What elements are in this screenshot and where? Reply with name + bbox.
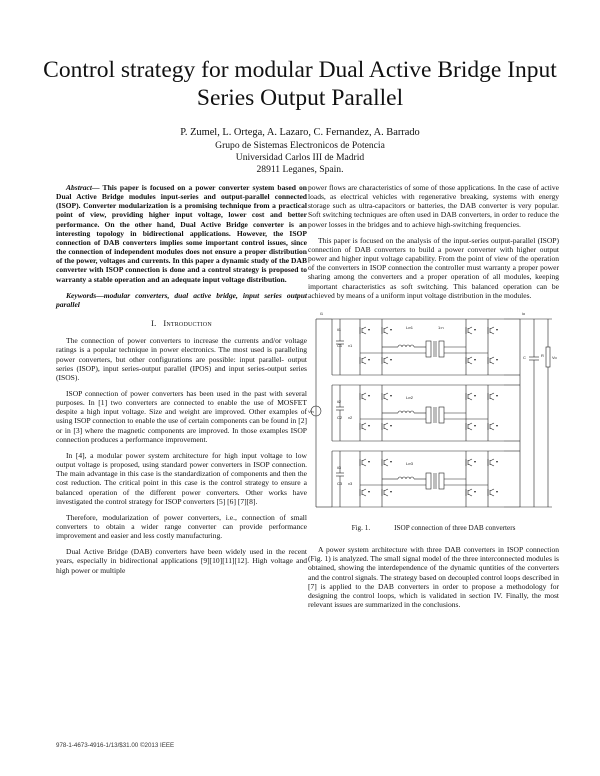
section-heading [56,319,307,328]
right-column [308,183,559,616]
ratio-label: 1:n [438,324,444,330]
ii2-label: ii2 [337,398,342,404]
paragraph: A power system architecture with three DAB converters in ISOP connection (Fig. 1) is analyzed. The small signal model of the three interconnected modules is obtained, showing the interdependence of the dynamic quntities of the converters and the control signals. The strategy based on decoupled control loops described in [7] is applied to the DAB converters in order to propose a methodology for designing the control loops, which is validated in section IV. Finally, the most relevant issues are summarized in the conclusions. [308,545,559,609]
figure-caption [308,524,559,533]
paragraph: This paper is focused on the analysis of the input-series output-parallel (ISOP) connection of DAB converters to build a power converter with higher output power and higher input voltage capability. From the point of view of the operation of the converters in ISOP connection the controller must warranty a proper power sharing among the converters and a proper operation of all modules, keeping important characteristics as soft switching. This balanced operation can be achieved by means of a uniform input voltage distribution in the modules. [308,235,559,300]
affiliation: Grupo de Sistemas Electronicos de Potencia [215,140,385,151]
io-label: io [522,310,526,316]
paragraph: ISOP connection of power converters has been used in the past with several purposes. In [1] two converters are connected to enable the use of MOSFET despite a high input voltage. Size and weight are improved. Other examples of using ISOP connection to enable the use of certain components can be found in [2] or in [3] where the magnetic components are improved. In those examples ISOP connection produces a performance improvement. [56,388,307,444]
ii3-label: ii3 [337,464,342,470]
section-number: I. [151,319,157,329]
paragraph: power flows are characteristics of some of those applications. In the case of active loads, as electrical vehicles with regenerative breaking, systems with energy storage such as ultra-capacitors or batteries, the DAB converter is very popular. Soft switching techniques are often used in DAB converters, in order to reduce the power losses in the bridges and to achieve high-switching frequencies. [308,183,559,229]
c1-label: C1 [337,342,343,348]
c-label: C [523,354,526,360]
abstract-text: — This paper is focused on a power converter system based on Dual Active Bridge modules input-series and output-parallel connected (ISOP). Converter modularization is a promising technique from a practical point of view, providing higher input voltage, lower cost and better performance. On the other hand, Dual Active Bridge converter is an interesting topology in bidirectional applications. However, the ISOP connection of DAB converters implies some important control issues, since the connection of independent modules does not ensure a proper distribution of the power, voltages and currents. In this paper a dynamic study of the DAB converter with ISOP connection is done and a control strategy is proposed to warranty a stable operation and an adequate input voltage distribution. [56,183,307,284]
figure-circuit [308,307,559,521]
paragraph: The connection of power converters to increase the currents and/or voltage ratings is a popular technique in power electronics. The most used is paralleling power converters, but other configurations are possible: input parallel- output series (ISOP), input series-output parallel (IPOS) and input series-output series (ISOS). [56,336,307,382]
i1-label: i1 [320,310,324,316]
c3-label: C3 [337,480,343,486]
figure-caption-text: ISOP connection of three DAB converters [394,523,516,532]
r-label: R [541,352,544,358]
keywords: Keywords—modular converters, dual active bridge, input series output parallel [56,290,307,309]
institution: Universidad Carlos III de Madrid [235,152,365,163]
ii1-label: ii1 [337,326,342,332]
left-column [56,183,307,582]
ls3-label: Lσ3 [406,460,413,466]
paragraph: In [4], a modular power system architecture for high input voltage to low output voltage is proposed, using standard power converters in ISOP connection. The main advantage in this case is the standardization of components and then the cost reduction. The critical point in this case is the control strategy to ensure a balanced operation of the different power converters. Other works have investigated the control strategy for ISOP converters [5] [6] [7][8]. [56,450,307,506]
circuit-diagram [308,307,559,521]
ls1-label: Lσ1 [406,324,413,330]
vin-label: Vin [308,408,314,414]
copyright-footer: 978-1-4673-4916-1/13/$31.00 ©2013 IEEE [56,742,175,749]
section-title: Introduction [163,319,212,329]
abstract-label: Abstract [66,183,92,192]
paragraph: Therefore, modularization of power converters, i.e., connection of small converters to obtain a wider range converter can provide performance improvement and easier and less costly manufacturing. [56,512,307,541]
v3-label: v3 [348,480,353,486]
figure-label: Fig. 1. [351,523,371,532]
author-names: P. Zumel, L. Ortega, A. Lazaro, C. Fernandez, A. Barrado [180,127,420,138]
paragraph: Dual Active Bridge (DAB) converters have been widely used in the recent years, especially in bidirectional applications [9][10][11][12]. High voltage and high power or multiple [56,547,307,575]
v1-label: v1 [348,342,353,348]
v2-label: v2 [348,414,353,420]
ls2-label: Lσ2 [406,394,413,400]
vo-label: Vo [552,354,557,360]
abstract [56,183,307,284]
author-block [100,127,500,176]
paper-title: Control strategy for modular Dual Active Bridge Input Series Output Parallel [43,57,557,111]
address: 28911 Leganes, Spain. [256,164,344,175]
c2-label: C2 [337,414,343,420]
